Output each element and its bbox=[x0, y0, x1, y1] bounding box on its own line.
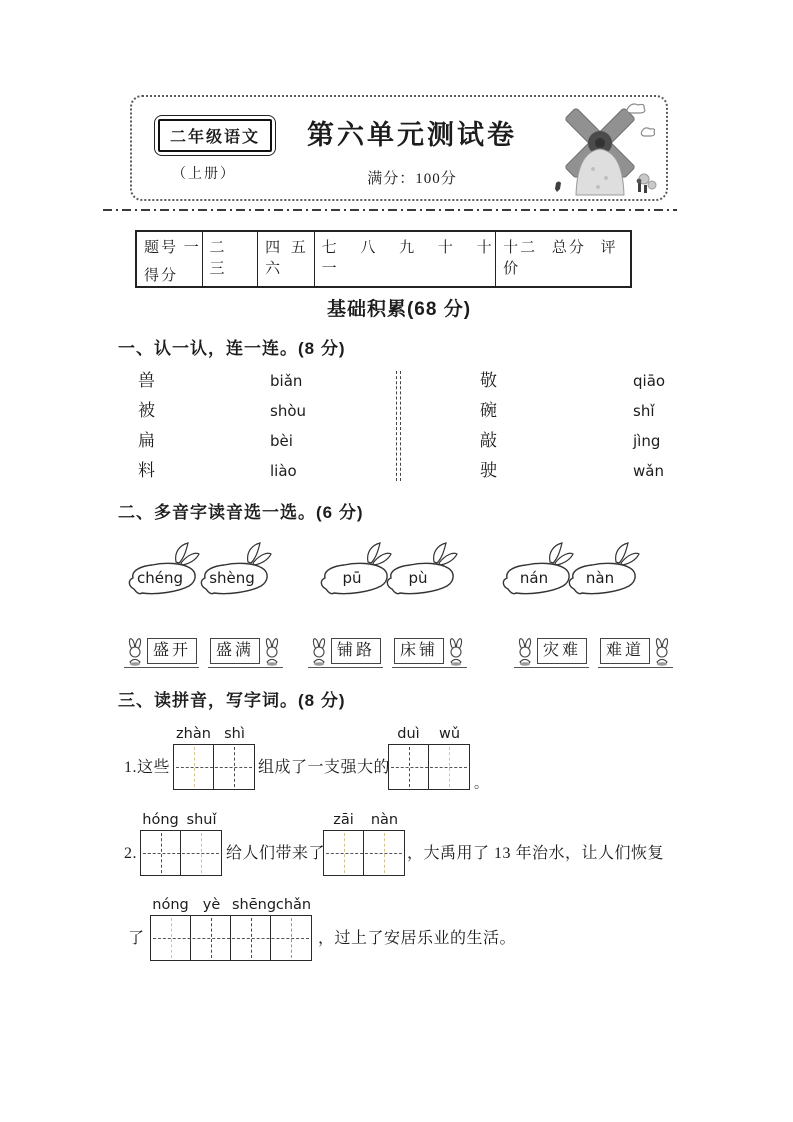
q3-item3-suffix: ，过上了安居乐业的生活。 bbox=[318, 930, 517, 947]
match-item-pinyin[interactable]: bèi bbox=[270, 432, 293, 450]
word-unit bbox=[124, 638, 199, 668]
q3-item2-suffix: ，大禹用了 13 年治水，让人们恢复 bbox=[407, 845, 665, 862]
score-table-header: 题号 一 bbox=[144, 240, 201, 256]
q1-left-pinyin bbox=[270, 370, 306, 482]
word-box[interactable]: 难道 bbox=[600, 638, 650, 664]
match-item-char[interactable]: 敲 bbox=[480, 431, 497, 450]
word-box[interactable]: 盛开 bbox=[147, 638, 197, 664]
pinyin-hint: duì wǔ bbox=[397, 726, 461, 742]
word-box[interactable]: 盛满 bbox=[210, 638, 260, 664]
word-unit bbox=[514, 638, 589, 668]
word-box[interactable]: 床铺 bbox=[394, 638, 444, 664]
radish-pinyin: nàn bbox=[585, 569, 615, 587]
rabbit-icon bbox=[447, 638, 465, 666]
match-item-char[interactable]: 驶 bbox=[480, 461, 497, 480]
radish-option[interactable] bbox=[566, 542, 640, 598]
windmill-icon bbox=[540, 99, 662, 202]
radish-option[interactable] bbox=[384, 542, 458, 598]
rabbit-icon bbox=[653, 638, 671, 666]
write-cell[interactable] bbox=[231, 916, 271, 960]
match-item-pinyin[interactable]: jìng bbox=[633, 432, 661, 450]
paper-title: 第六单元测试卷 bbox=[307, 120, 517, 150]
radish-option[interactable] bbox=[198, 542, 272, 598]
match-item-char[interactable]: 料 bbox=[138, 461, 155, 480]
q1-right-pinyin bbox=[633, 370, 665, 482]
word-group bbox=[514, 628, 673, 668]
answer-grid[interactable] bbox=[150, 897, 314, 961]
match-item-char[interactable]: 扁 bbox=[138, 431, 155, 450]
match-item-pinyin[interactable]: liào bbox=[270, 462, 297, 480]
volume-label: （上册） bbox=[172, 167, 236, 182]
word-group bbox=[124, 628, 283, 668]
full-score-label: 满分：100分 bbox=[367, 171, 457, 187]
header-box bbox=[130, 95, 668, 201]
radish-pinyin: pù bbox=[408, 569, 428, 587]
word-unit bbox=[392, 638, 467, 668]
q3-heading: 三、读拼音，写字词。(8 分) bbox=[118, 691, 346, 710]
rabbit-icon bbox=[310, 638, 328, 666]
match-item-pinyin[interactable]: biǎn bbox=[270, 372, 303, 390]
rabbit-icon bbox=[263, 638, 281, 666]
answer-grid[interactable] bbox=[140, 812, 222, 876]
score-table-cell[interactable]: 十二 总分 评价 bbox=[503, 240, 618, 277]
grade-badge bbox=[154, 115, 276, 156]
radish-pinyin: chéng bbox=[136, 569, 183, 587]
answer-grid[interactable] bbox=[173, 726, 255, 790]
write-cell[interactable] bbox=[191, 916, 231, 960]
write-cell[interactable] bbox=[324, 831, 364, 875]
score-table-cell[interactable]: 二 三 bbox=[203, 232, 259, 286]
write-cell[interactable] bbox=[429, 745, 469, 789]
write-cell[interactable] bbox=[181, 831, 221, 875]
score-table bbox=[135, 230, 632, 288]
write-cell[interactable] bbox=[141, 831, 181, 875]
q3-item1-prefix: 1.这些 bbox=[124, 759, 171, 776]
q1-heading: 一、认一认，连一连。(8 分) bbox=[118, 339, 346, 358]
score-table-cell bbox=[137, 232, 203, 286]
score-label: 得分 bbox=[144, 268, 179, 284]
score-table-cell[interactable]: 四 五 六 bbox=[258, 232, 315, 286]
q1-right-characters bbox=[480, 370, 497, 482]
match-item-pinyin[interactable]: shǐ bbox=[633, 402, 655, 420]
pinyin-hint: nóng yè shēng chǎn bbox=[152, 897, 312, 913]
write-cell[interactable] bbox=[151, 916, 191, 960]
word-unit bbox=[208, 638, 283, 668]
q3-item1-suffix: 。 bbox=[474, 777, 489, 792]
word-box[interactable]: 灾难 bbox=[537, 638, 587, 664]
q3-item2-middle: 给人们带来了 bbox=[226, 845, 326, 862]
match-item-char[interactable]: 被 bbox=[138, 401, 155, 420]
rabbit-icon bbox=[126, 638, 144, 666]
q1-left-characters bbox=[138, 370, 155, 482]
radish-pinyin: pū bbox=[342, 569, 362, 587]
radish-option[interactable] bbox=[126, 542, 200, 598]
q2-heading: 二、多音字读音选一选。(6 分) bbox=[118, 503, 364, 522]
pinyin-hint: zhàn shì bbox=[176, 726, 245, 742]
match-item-pinyin[interactable]: wǎn bbox=[633, 462, 664, 480]
grade-label: 二年级语文 bbox=[158, 119, 272, 152]
pinyin-hint: hóng shuǐ bbox=[142, 812, 217, 828]
match-item-char[interactable]: 敬 bbox=[480, 371, 497, 390]
write-cell[interactable] bbox=[364, 831, 404, 875]
separator-line bbox=[103, 209, 677, 211]
word-box[interactable]: 铺路 bbox=[331, 638, 381, 664]
word-group bbox=[308, 628, 467, 668]
match-item-char[interactable]: 碗 bbox=[480, 401, 497, 420]
radish-option[interactable] bbox=[318, 542, 392, 598]
rabbit-icon bbox=[516, 638, 534, 666]
answer-grid[interactable] bbox=[323, 812, 405, 876]
write-cell[interactable] bbox=[214, 745, 254, 789]
radish-pinyin: nán bbox=[519, 569, 549, 587]
word-unit bbox=[308, 638, 383, 668]
write-cell[interactable] bbox=[174, 745, 214, 789]
match-item-char[interactable]: 兽 bbox=[138, 371, 155, 390]
radish-option[interactable] bbox=[500, 542, 574, 598]
q3-item2-prefix: 2. bbox=[124, 845, 137, 862]
match-item-pinyin[interactable]: qiāo bbox=[633, 372, 666, 390]
q3-item1-middle: 组成了一支强大的 bbox=[258, 759, 391, 776]
match-item-pinyin[interactable]: shòu bbox=[270, 402, 307, 420]
score-table-cell[interactable]: 七 八 九 十 十一 bbox=[315, 232, 496, 286]
radish-pinyin: shèng bbox=[209, 569, 255, 587]
section-title: 基础积累(68 分) bbox=[326, 299, 472, 320]
match-divider-line bbox=[396, 371, 401, 481]
write-cell[interactable] bbox=[271, 916, 311, 960]
word-unit bbox=[598, 638, 673, 668]
answer-grid[interactable] bbox=[388, 726, 470, 790]
pinyin-hint: zāi nàn bbox=[333, 812, 399, 828]
q3-item3-prefix: 了 bbox=[128, 930, 145, 947]
write-cell[interactable] bbox=[389, 745, 429, 789]
